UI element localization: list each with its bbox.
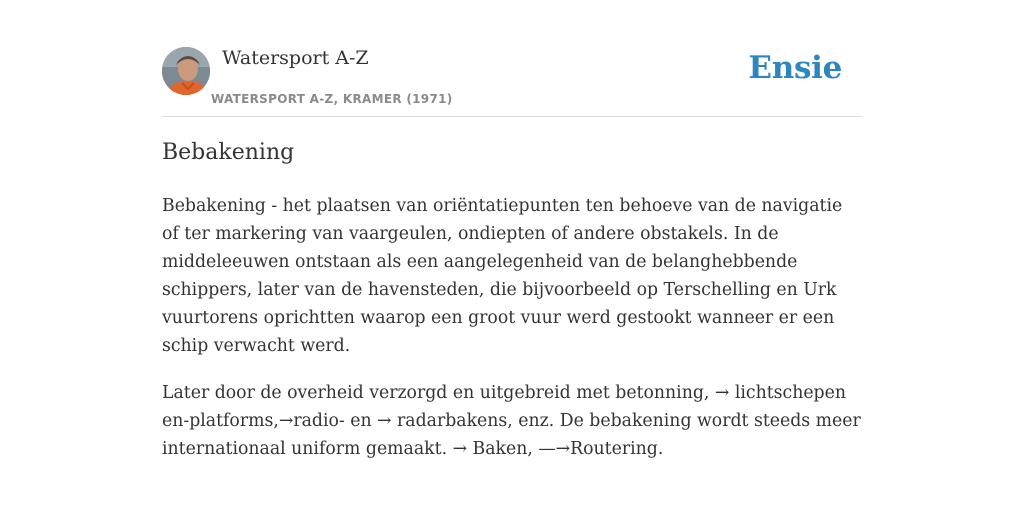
entry-body (162, 192, 864, 482)
author-avatar[interactable] (162, 47, 210, 95)
brand-logo[interactable]: Ensie (748, 50, 842, 86)
entry-title: Bebakening (162, 140, 295, 165)
entry-header (162, 46, 862, 117)
entry-paragraph: Bebakening - het plaatsen van oriëntatiepunten ten behoeve van de navigatie of ter markering van vaargeulen, ondiepten of andere obstakels. In de middeleeuwen ontstaan als een aangelegenheid van de belanghebbende schippers, later van de havensteden, die bijvoorbeeld op Terschelling en Urk vuurtorens oprichtten waarop een groot vuur werd gestookt wanneer er een schip verwacht werd. (162, 196, 843, 356)
source-label[interactable]: WATERSPORT A-Z, KRAMER (1971) (211, 92, 453, 106)
author-name[interactable]: Watersport A-Z (222, 47, 369, 69)
entry-paragraph: Later door de overheid verzorgd en uitgebreid met betonning, → lichtschepen en-platforms,→radio- en → radarbakens, enz. De bebakening wordt steeds meer internationaal uniform gemaakt. → Baken, —→Routering. (162, 383, 861, 459)
person-photo-icon (162, 47, 210, 95)
